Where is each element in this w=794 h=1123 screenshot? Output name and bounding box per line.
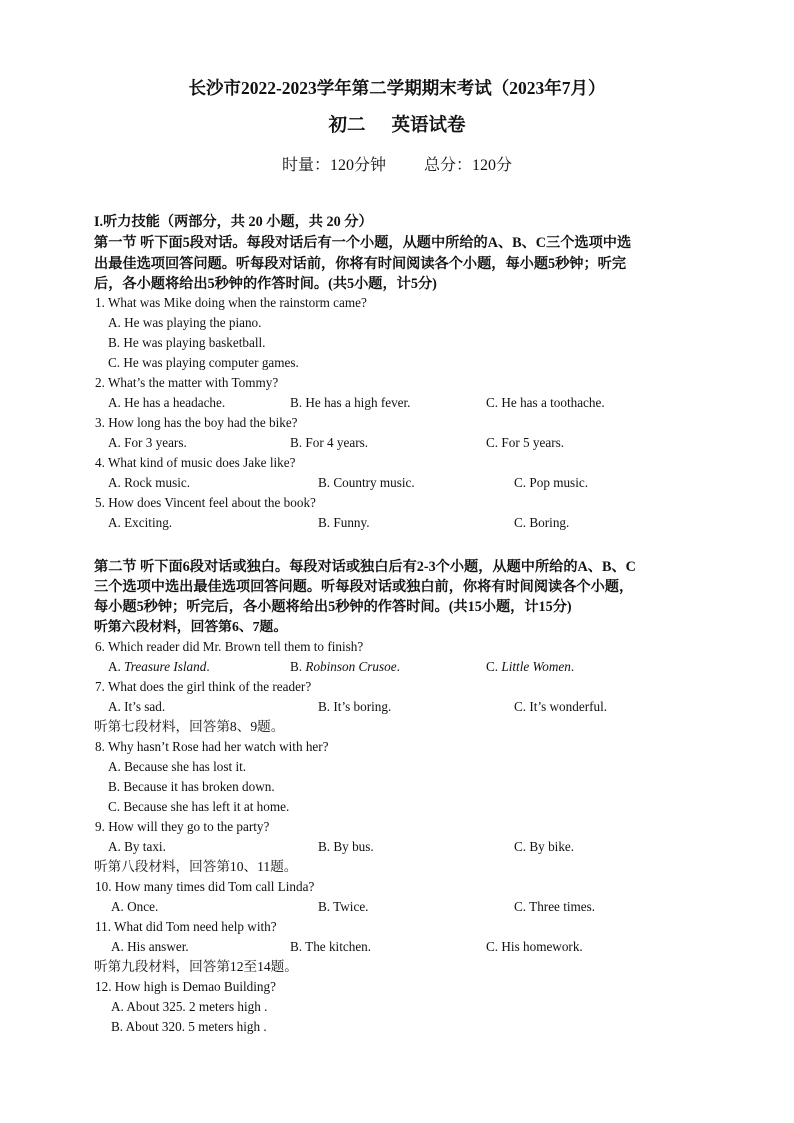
question-8-option-a: A. Because she has lost it. bbox=[108, 759, 247, 774]
question-9-option-a: A. By taxi. bbox=[108, 839, 166, 854]
total-score: 总分：120分 bbox=[424, 157, 513, 174]
question-10-option-b: B. Twice. bbox=[318, 899, 369, 914]
section1-instructions-line2: 出最佳选项回答问题。听每段对话前，你将有时间阅读各个小题，每小题5秒钟；听完 bbox=[94, 256, 627, 272]
question-5-option-b: B. Funny. bbox=[318, 515, 370, 530]
question-1: 1. What was Mike doing when the rainstorm came? bbox=[95, 295, 367, 310]
question-11-option-b: B. The kitchen. bbox=[290, 939, 372, 954]
grade-label: 初二 bbox=[328, 116, 366, 136]
section2-instructions-line2: 三个选项中选出最佳选项回答问题。听每段对话或独白前，你将有时间阅读各个小题， bbox=[94, 579, 634, 595]
question-10-option-a: A. Once. bbox=[111, 899, 159, 914]
material-9-note: 听第九段材料，回答第12至14题。 bbox=[94, 959, 298, 974]
question-7: 7. What does the girl think of the reader? bbox=[95, 679, 312, 694]
question-6-option-b: B. Robinson Crusoe. bbox=[290, 659, 400, 674]
material-8-note: 听第八段材料，回答第10、11题。 bbox=[94, 859, 298, 874]
question-6-option-a: A. Treasure Island. bbox=[108, 659, 210, 674]
question-2-option-a: A. He has a headache. bbox=[108, 395, 226, 410]
part1-heading: I.听力技能（两部分，共 20 小题，共 20 分） bbox=[94, 214, 373, 230]
question-4-option-c: C. Pop music. bbox=[514, 475, 589, 490]
section1-instructions-line1: 第一节 听下面5段对话。每段对话后有一个小题，从题中所给的A、B、C三个选项中选 bbox=[94, 235, 632, 251]
question-7-option-a: A. It’s sad. bbox=[108, 699, 166, 714]
question-1-option-b: B. He was playing basketball. bbox=[108, 335, 266, 350]
question-3: 3. How long has the boy had the bike? bbox=[95, 415, 298, 430]
question-10: 10. How many times did Tom call Linda? bbox=[95, 879, 315, 894]
question-12: 12. How high is Demao Building? bbox=[95, 979, 276, 994]
material-6-note: 听第六段材料，回答第6、7题。 bbox=[94, 619, 288, 634]
question-1-option-a: A. He was playing the piano. bbox=[108, 315, 262, 330]
question-5-option-a: A. Exciting. bbox=[108, 515, 173, 530]
exam-title: 长沙市2022-2023学年第二学期期末考试（2023年7月） bbox=[188, 78, 606, 98]
question-6-option-c: C. Little Women. bbox=[486, 659, 575, 674]
question-8-option-c: C. Because she has left it at home. bbox=[108, 799, 290, 814]
question-7-option-c: C. It’s wonderful. bbox=[514, 699, 608, 714]
subject-label: 英语试卷 bbox=[391, 116, 466, 136]
question-2-option-b: B. He has a high fever. bbox=[290, 395, 411, 410]
question-4-option-b: B. Country music. bbox=[318, 475, 415, 490]
question-2: 2. What’s the matter with Tommy? bbox=[95, 375, 279, 390]
question-11: 11. What did Tom need help with? bbox=[95, 919, 277, 934]
question-10-option-c: C. Three times. bbox=[514, 899, 596, 914]
exam-subtitle bbox=[0, 116, 794, 136]
question-11-option-c: C. His homework. bbox=[486, 939, 583, 954]
question-7-option-b: B. It’s boring. bbox=[318, 699, 392, 714]
question-9: 9. How will they go to the party? bbox=[95, 819, 270, 834]
question-8-option-b: B. Because it has broken down. bbox=[108, 779, 275, 794]
exam-meta bbox=[0, 156, 794, 176]
time-limit: 时量：120分钟 bbox=[281, 157, 386, 174]
question-12-option-b: B. About 320. 5 meters high . bbox=[111, 1019, 267, 1034]
question-6: 6. Which reader did Mr. Brown tell them to finish? bbox=[95, 639, 364, 654]
question-1-option-c: C. He was playing computer games. bbox=[108, 355, 299, 370]
question-11-option-a: A. His answer. bbox=[111, 939, 189, 954]
section1-instructions-line3: 后，各小题将给出5秒钟的作答时间。(共5小题，计5分) bbox=[94, 276, 437, 292]
question-8: 8. Why hasn’t Rose had her watch with her? bbox=[95, 739, 329, 754]
question-5-option-c: C. Boring. bbox=[514, 515, 570, 530]
question-12-option-a: A. About 325. 2 meters high . bbox=[111, 999, 268, 1014]
question-3-option-c: C. For 5 years. bbox=[486, 435, 565, 450]
question-2-option-c: C. He has a toothache. bbox=[486, 395, 605, 410]
question-4-option-a: A. Rock music. bbox=[108, 475, 191, 490]
question-9-option-b: B. By bus. bbox=[318, 839, 374, 854]
section2-instructions-line1: 第二节 听下面6段对话或独白。每段对话或独白后有2-3个小题，从题中所给的A、B、C bbox=[94, 559, 636, 575]
question-5: 5. How does Vincent feel about the book? bbox=[95, 495, 316, 510]
material-7-note: 听第七段材料，回答第8、9题。 bbox=[94, 719, 285, 734]
question-4: 4. What kind of music does Jake like? bbox=[95, 455, 296, 470]
question-3-option-a: A. For 3 years. bbox=[108, 435, 187, 450]
section2-instructions-line3: 每小题5秒钟；听完后，各小题将给出5秒钟的作答时间。(共15小题，计15分) bbox=[94, 599, 572, 615]
question-9-option-c: C. By bike. bbox=[514, 839, 575, 854]
question-3-option-b: B. For 4 years. bbox=[290, 435, 369, 450]
